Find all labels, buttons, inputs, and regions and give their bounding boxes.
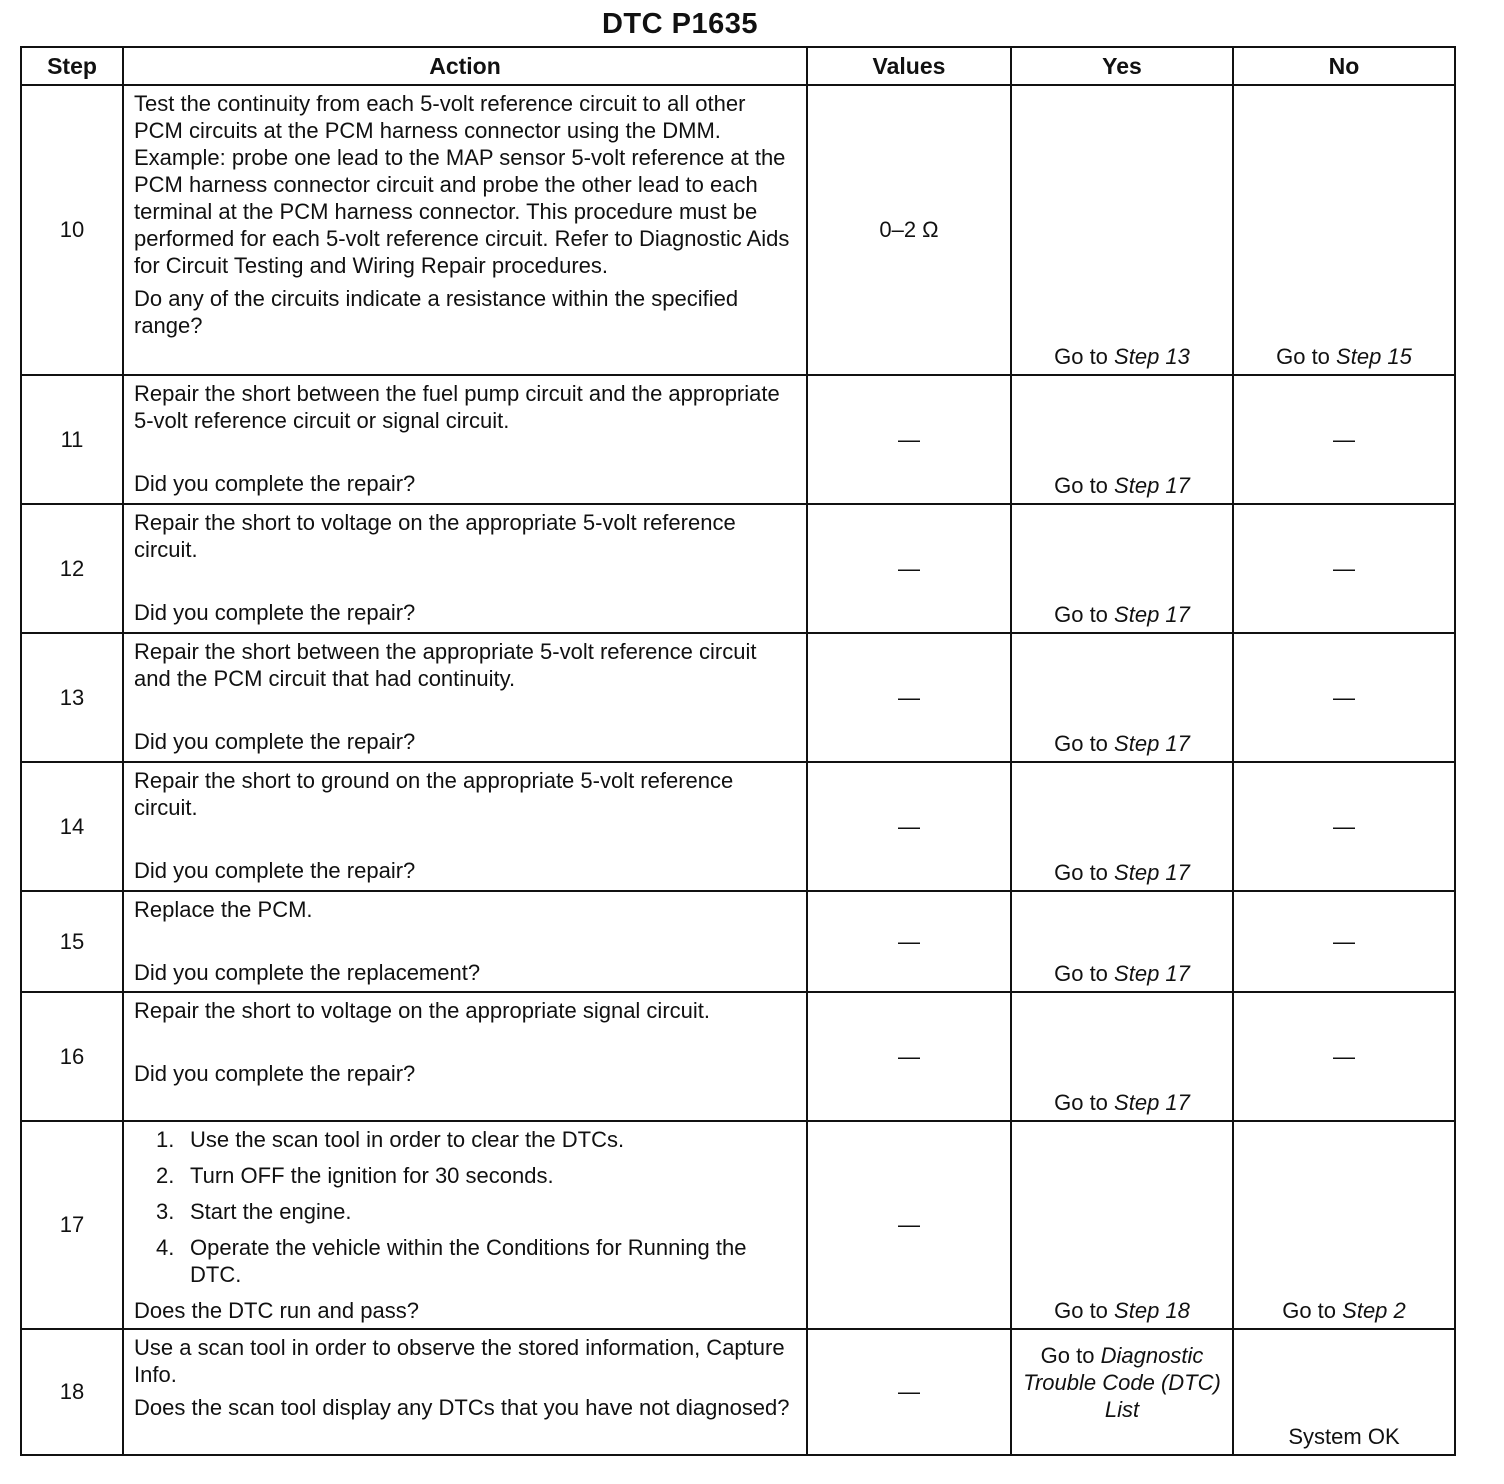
no-cell: — [1233,762,1455,891]
yes-link[interactable]: Step 13 [1114,344,1190,369]
value-cell: — [807,1121,1011,1329]
action-text: Repair the short between the fuel pump circuit and the appropriate 5-volt reference circuit or signal circuit. [134,381,780,433]
action-text: Repair the short between the appropriate 5-volt reference circuit and the PCM circuit that had continuity. [134,639,757,691]
list-item: 2. Turn OFF the ignition for 30 seconds. [156,1163,554,1188]
dtc-table [20,46,1456,1456]
yes-link[interactable]: Step 17 [1114,731,1190,756]
table-row [21,1121,1455,1329]
header-step: Step [21,47,123,85]
yes-prefix: Go to [1054,473,1108,498]
yes-cell[interactable] [1011,762,1233,891]
list-item: 1. Use the scan tool in order to clear the DTCs. [156,1127,625,1152]
yes-link[interactable]: Step 17 [1114,602,1190,627]
action-cell [123,504,807,633]
action-question: Did you complete the replacement? [134,960,481,985]
action-cell [123,85,807,375]
yes-link[interactable]: Diagnostic Trouble Code (DTC) List [1023,1343,1221,1422]
table-row [21,375,1455,504]
action-question: Does the DTC run and pass? [134,1298,419,1323]
no-cell: — [1233,375,1455,504]
value-cell: — [807,504,1011,633]
page-title: DTC P1635 [601,8,758,40]
no-cell: — [1233,504,1455,633]
yes-prefix: Go to [1054,344,1108,369]
no-prefix: Go to [1282,1298,1337,1323]
yes-link[interactable]: Step 17 [1114,860,1190,885]
action-steps-list [134,1126,798,1288]
table-row [21,85,1455,375]
header-no: No [1233,47,1455,85]
yes-cell[interactable] [1011,1329,1233,1455]
table-row [21,1329,1455,1455]
yes-prefix: Go to [1054,1298,1108,1323]
yes-cell[interactable] [1011,1121,1233,1329]
action-question: Does the scan tool display any DTCs that you have not diagnosed? [134,1395,790,1420]
value-cell: — [807,375,1011,504]
table-row [21,891,1455,992]
step-number: 18 [21,1329,123,1455]
yes-link[interactable]: Step 17 [1114,1090,1190,1115]
yes-link[interactable]: Step 18 [1114,1298,1190,1323]
no-cell[interactable] [1233,1121,1455,1329]
action-cell [123,992,807,1121]
yes-link[interactable]: Step 17 [1114,961,1190,986]
yes-prefix: Go to [1054,860,1108,885]
action-question: Do any of the circuits indicate a resistance within the specified range? [134,286,739,338]
table-row [21,633,1455,762]
yes-cell[interactable] [1011,633,1233,762]
step-number: 17 [21,1121,123,1329]
yes-prefix: Go to [1054,602,1108,627]
no-cell[interactable] [1233,85,1455,375]
step-number: 10 [21,85,123,375]
action-cell [123,762,807,891]
step-number: 15 [21,891,123,992]
action-text: Use a scan tool in order to observe the stored information, Capture Info. [134,1335,785,1387]
action-text: Repair the short to voltage on the appropriate signal circuit. [134,998,710,1023]
action-cell [123,633,807,762]
yes-prefix: Go to [1054,961,1108,986]
list-item: 4. Operate the vehicle within the Conditions for Running the DTC. [156,1235,747,1287]
yes-prefix: Go to [1040,1343,1095,1368]
yes-prefix: Go to [1054,1090,1108,1115]
table-row [21,762,1455,891]
yes-cell[interactable] [1011,891,1233,992]
value-cell: — [807,891,1011,992]
action-question: Did you complete the repair? [134,729,416,754]
action-text: Repair the short to voltage on the appropriate 5-volt reference circuit. [134,510,736,562]
no-cell: System OK [1233,1329,1455,1455]
step-number: 14 [21,762,123,891]
action-text: Replace the PCM. [134,897,313,922]
value-cell: — [807,992,1011,1121]
action-cell [123,375,807,504]
header-values: Values [807,47,1011,85]
value-cell: — [807,633,1011,762]
no-link[interactable]: Step 15 [1336,344,1412,369]
value-cell: — [807,1329,1011,1455]
table-row [21,992,1455,1121]
value-cell: 0–2 Ω [807,85,1011,375]
list-item: 3. Start the engine. [156,1199,352,1224]
no-cell: — [1233,992,1455,1121]
step-number: 16 [21,992,123,1121]
yes-cell[interactable] [1011,375,1233,504]
no-prefix: Go to [1276,344,1330,369]
action-question: Did you complete the repair? [134,1061,416,1086]
table-header-row [21,47,1455,85]
header-yes: Yes [1011,47,1233,85]
yes-link[interactable]: Step 17 [1114,473,1190,498]
action-text: Test the continuity from each 5-volt reference circuit to all other PCM circuits at the PCM harness connector using the DMM. Example: probe one lead to the MAP sensor 5-volt reference at the PCM harness connector circuit and probe the other lead to each terminal at the PCM harness connector. This procedure must be performed for each 5-volt reference circuit. Refer to Diagnostic Aids for Circuit Testing and Wiring Repair procedures. [134,91,790,278]
yes-prefix: Go to [1054,731,1108,756]
no-link[interactable]: Step 2 [1342,1298,1406,1323]
value-cell: — [807,762,1011,891]
action-question: Did you complete the repair? [134,600,416,625]
step-number: 11 [21,375,123,504]
no-cell: — [1233,633,1455,762]
step-number: 13 [21,633,123,762]
header-action: Action [123,47,807,85]
table-row [21,504,1455,633]
action-text: Repair the short to ground on the appropriate 5-volt reference circuit. [134,768,734,820]
yes-cell[interactable] [1011,85,1233,375]
step-number: 12 [21,504,123,633]
action-question: Did you complete the repair? [134,471,416,496]
action-cell [123,1329,807,1455]
action-cell [123,891,807,992]
yes-cell[interactable] [1011,992,1233,1121]
no-cell: — [1233,891,1455,992]
action-cell [123,1121,807,1329]
action-question: Did you complete the repair? [134,858,416,883]
yes-cell[interactable] [1011,504,1233,633]
